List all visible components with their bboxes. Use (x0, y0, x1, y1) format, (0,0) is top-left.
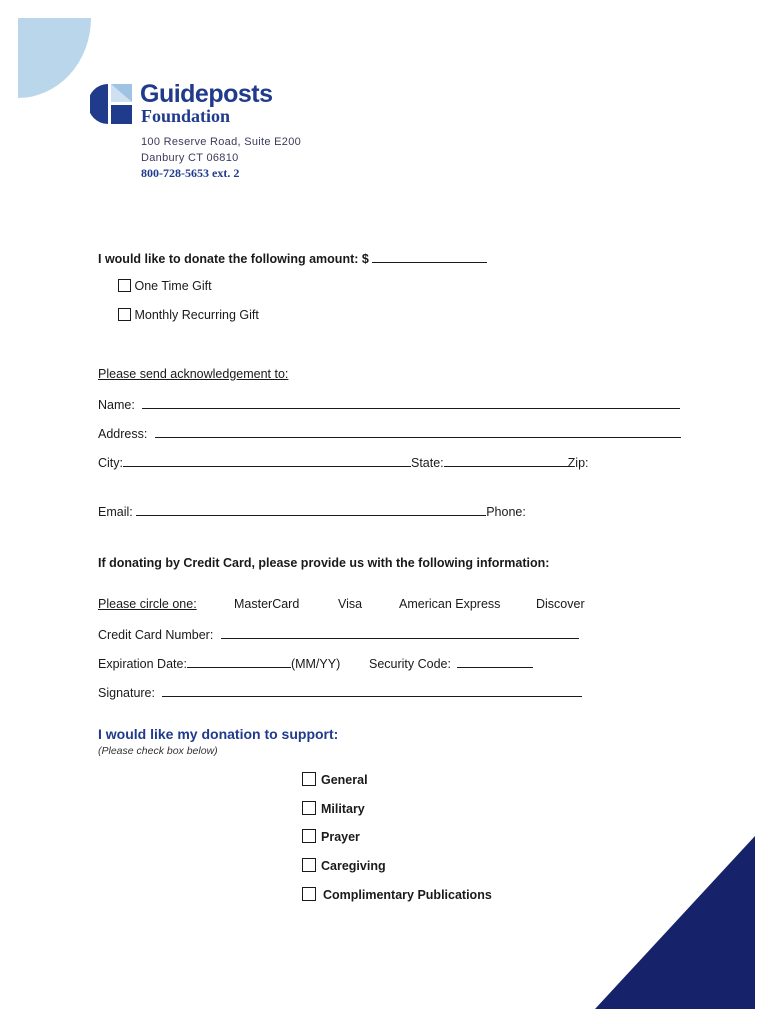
one-time-gift-checkbox[interactable] (118, 279, 131, 292)
city-state-zip-row (98, 454, 589, 470)
caregiving-label: Caregiving (321, 859, 386, 873)
signature-row (98, 684, 582, 700)
security-code-label: Security Code: (369, 657, 451, 671)
city-field[interactable] (123, 454, 411, 467)
expiration-field[interactable] (187, 655, 291, 668)
support-option-complimentary-publications[interactable] (302, 887, 492, 902)
card-type-mastercard[interactable]: MasterCard (234, 597, 300, 611)
prayer-checkbox[interactable] (302, 829, 316, 843)
caregiving-checkbox[interactable] (302, 858, 316, 872)
state-label: State: (411, 456, 444, 470)
complimentary-publications-checkbox[interactable] (302, 887, 316, 901)
option-monthly-recurring-gift[interactable] (118, 308, 259, 322)
support-heading: I would like my donation to support: (98, 726, 339, 742)
address-label: Address: (98, 427, 148, 441)
name-label: Name: (98, 398, 135, 412)
brand-name: Guideposts (140, 80, 273, 108)
complimentary-publications-label: Complimentary Publications (323, 888, 492, 902)
brand-subtitle: Foundation (141, 106, 231, 126)
acknowledgement-heading: Please send acknowledgement to: (98, 367, 289, 381)
general-label: General (321, 773, 368, 787)
expiration-row (98, 655, 340, 671)
general-checkbox[interactable] (302, 772, 316, 786)
support-option-caregiving[interactable] (302, 858, 386, 873)
address-line-2: Danbury CT 06810 (141, 152, 239, 164)
city-label: City: (98, 456, 123, 470)
address-row (98, 425, 681, 441)
email-phone-row (98, 503, 526, 519)
security-code-field[interactable] (457, 655, 533, 668)
support-option-general[interactable] (302, 772, 368, 787)
support-option-military[interactable] (302, 801, 365, 816)
email-field[interactable] (136, 503, 486, 516)
card-type-visa[interactable]: Visa (338, 597, 363, 611)
support-option-prayer[interactable] (302, 829, 360, 844)
guideposts-logo-icon (90, 82, 136, 126)
card-number-field[interactable] (221, 626, 579, 639)
support-note: (Please check box below) (98, 745, 218, 757)
monthly-recurring-gift-label: Monthly Recurring Gift (134, 308, 259, 322)
corner-quarter-circle-decoration (0, 0, 95, 100)
address-line-1: 100 Reserve Road, Suite E200 (141, 136, 302, 148)
card-type-discover[interactable]: Discover (536, 597, 585, 611)
phone-number: 800-728-5653 ext. 2 (141, 166, 240, 180)
card-number-row (98, 626, 579, 642)
card-type-american-express[interactable]: American Express (399, 597, 501, 611)
name-field[interactable] (142, 396, 680, 409)
one-time-gift-label: One Time Gift (134, 279, 212, 293)
expiration-format: (MM/YY) (290, 657, 341, 671)
circle-one-label: Please circle one: (98, 597, 197, 611)
email-label: Email: (98, 505, 133, 519)
option-one-time-gift[interactable] (118, 279, 212, 293)
zip-label: Zip: (567, 456, 589, 470)
prayer-label: Prayer (321, 830, 360, 844)
corner-triangle-decoration (595, 824, 770, 1024)
expiration-label: Expiration Date: (98, 657, 187, 671)
address-field[interactable] (155, 425, 681, 438)
signature-field[interactable] (162, 684, 582, 697)
donation-amount-row (98, 250, 487, 266)
security-code-row (369, 655, 533, 671)
card-number-label: Credit Card Number: (98, 628, 214, 642)
military-label: Military (321, 802, 365, 816)
state-field[interactable] (444, 454, 568, 467)
military-checkbox[interactable] (302, 801, 316, 815)
name-row (98, 396, 680, 412)
credit-card-heading: If donating by Credit Card, please provide us with the following information: (98, 556, 550, 570)
monthly-recurring-gift-checkbox[interactable] (118, 308, 131, 321)
donation-amount-field[interactable] (372, 250, 487, 263)
phone-label: Phone: (486, 505, 526, 519)
signature-label: Signature: (98, 686, 155, 700)
donation-amount-label: I would like to donate the following amount: $ (98, 252, 369, 266)
